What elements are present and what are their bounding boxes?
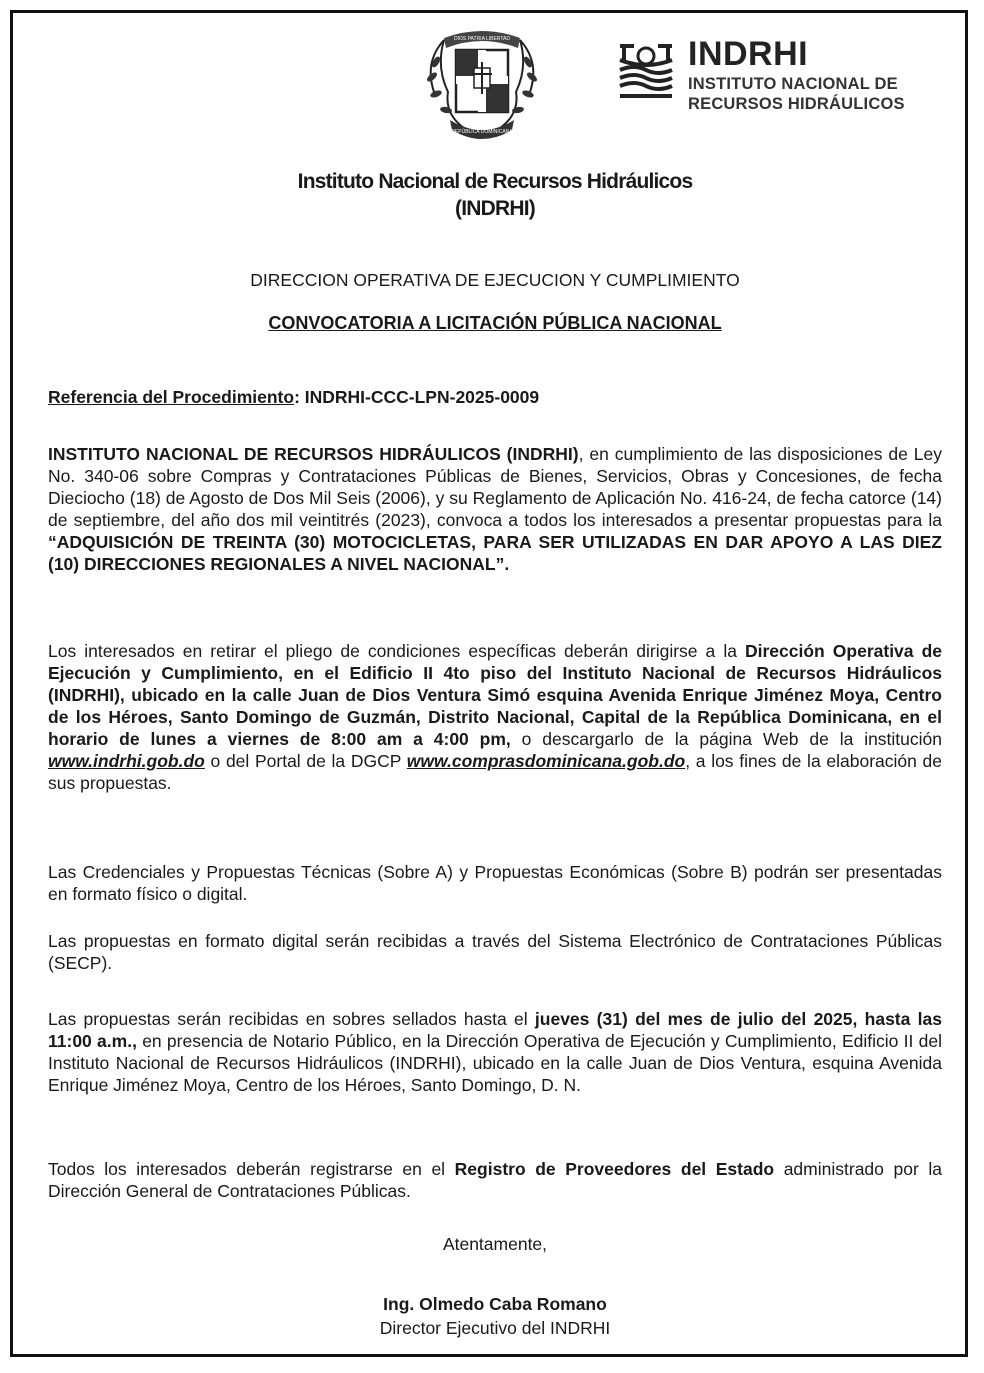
- procurement-object: “ADQUISICIÓN DE TREINTA (30) MOTOCICLETAS, PARA SER UTILIZADAS EN DAR APOYO A LAS DIEZ (10) DIRECCIONES REGIONALES A NIVEL NACIONAL”.: [48, 532, 942, 574]
- signer-title: Director Ejecutivo del INDRHI: [379, 1318, 611, 1338]
- p3-text: Las Credenciales y Propuestas Técnicas (Sobre A) y Propuestas Económicas (Sobre B) podrán ser presentadas en formato físico o digital.: [48, 862, 942, 904]
- indrhi-website-link[interactable]: www.indrhi.gob.do: [48, 751, 205, 771]
- p4-text: Las propuestas en formato digital serán recibidas a través del Sistema Electrónico de Contrataciones Públicas (SECP).: [48, 931, 942, 973]
- org-name: INSTITUTO NACIONAL DE RECURSOS HIDRÁULICOS (INDRHI): [48, 444, 579, 464]
- paragraph-3: [48, 861, 942, 905]
- p5-text-1: Las propuestas serán recibidas en sobres sellados hasta el: [48, 1009, 535, 1029]
- p6-text-2: administrado por la Dirección General de Contrataciones Públicas.: [48, 1159, 942, 1201]
- p2-address: Dirección Operativa de Ejecución y Cumplimiento, en el Edificio II 4to piso del Instituto Nacional de Recursos Hidráulicos (INDRHI), ubicado en la calle Juan de Dios Ventura Simó esquina Avenida Enrique Jiménez Moya, Centro de los Héroes, Santo Domingo de Guzmán, Distrito Nacional, Capital de la República Dominicana, en el horario de lunes a viernes de 8:00 am a 4:00 pm,: [48, 641, 942, 749]
- svg-text:REPÚBLICA DOMINICANA: REPÚBLICA DOMINICANA: [451, 129, 513, 135]
- paragraph-2: [48, 640, 942, 794]
- reference-value: INDRHI-CCC-LPN-2025-0009: [304, 387, 540, 407]
- supplier-registry: Registro de Proveedores del Estado: [454, 1159, 775, 1179]
- title-line-2: (INDRHI): [455, 197, 535, 220]
- paragraph-5: [48, 1008, 942, 1096]
- logo-subtitle: [688, 74, 905, 114]
- coat-of-arms-icon: [414, 22, 550, 150]
- deadline: jueves (31) del mes de julio del 2025, hasta las 11:00 a.m.,: [48, 1009, 942, 1051]
- p2-text-3: o del Portal de la DGCP: [204, 751, 407, 771]
- logo-name: INDRHI: [688, 35, 809, 73]
- header-logos: [0, 22, 984, 152]
- p5-text-2: en presencia de Notario Público, en la Dirección Operativa de Ejecución y Cumplimiento, Edificio II del Instituto Nacional de Recursos Hidráulicos (INDRHI), ubicado en la calle Juan de Dios Ventura, esquina Avenida Enrique Jiménez Moya, Centro de los Héroes, Santo Domingo, D. N.: [48, 1031, 942, 1095]
- p2-text-2: o descargarlo de la página Web de la institución: [510, 729, 943, 749]
- signer-name: Ing. Olmedo Caba Romano: [383, 1294, 607, 1314]
- convocatoria-heading: CONVOCATORIA A LICITACIÓN PÚBLICA NACIONAL: [268, 313, 722, 333]
- logo-line-1: INSTITUTO NACIONAL DE: [688, 75, 898, 93]
- svg-text:DIOS PATRIA LIBERTAD: DIOS PATRIA LIBERTAD: [453, 36, 511, 42]
- paragraph-6: [48, 1158, 942, 1202]
- logo-line-2: RECURSOS HIDRÁULICOS: [688, 95, 905, 113]
- p2-text-1: Los interesados en retirar el pliego de condiciones específicas deberán dirigirse a la: [48, 641, 745, 661]
- paragraph-1: [48, 443, 942, 575]
- reference-label: Referencia del Procedimiento: [48, 387, 295, 407]
- indrhi-logo-icon: [614, 36, 678, 106]
- p6-text-1: Todos los interesados deberán registrarse en el: [48, 1159, 455, 1179]
- reference-separator: :: [294, 387, 300, 407]
- p1-text: , en cumplimiento de las disposiciones de Ley No. 340-06 sobre Compras y Contrataciones Públicas de Bienes, Servicios, Obras y Concesiones, de fecha Dieciocho (18) de Agosto de Dos Mil Seis (2006), y su Reglamento de Aplicación No. 416-24, de fecha catorce (14) de septiembre, del año dos mil veintitrés (2023), convoca a todos los interesados a presentar propuestas para la: [48, 444, 942, 530]
- compras-portal-link[interactable]: www.comprasdominicana.gob.do: [406, 751, 686, 771]
- direction-heading: DIRECCION OPERATIVA DE EJECUCION Y CUMPLIMIENTO: [250, 270, 740, 290]
- document-title: [48, 168, 942, 222]
- p2-text-4: , a los fines de la elaboración de sus propuestas.: [48, 751, 943, 793]
- closing: Atentamente,: [442, 1234, 548, 1254]
- reference-line: [48, 386, 942, 408]
- paragraph-4: [48, 930, 942, 974]
- title-line-1: Instituto Nacional de Recursos Hidráulicos: [297, 170, 693, 193]
